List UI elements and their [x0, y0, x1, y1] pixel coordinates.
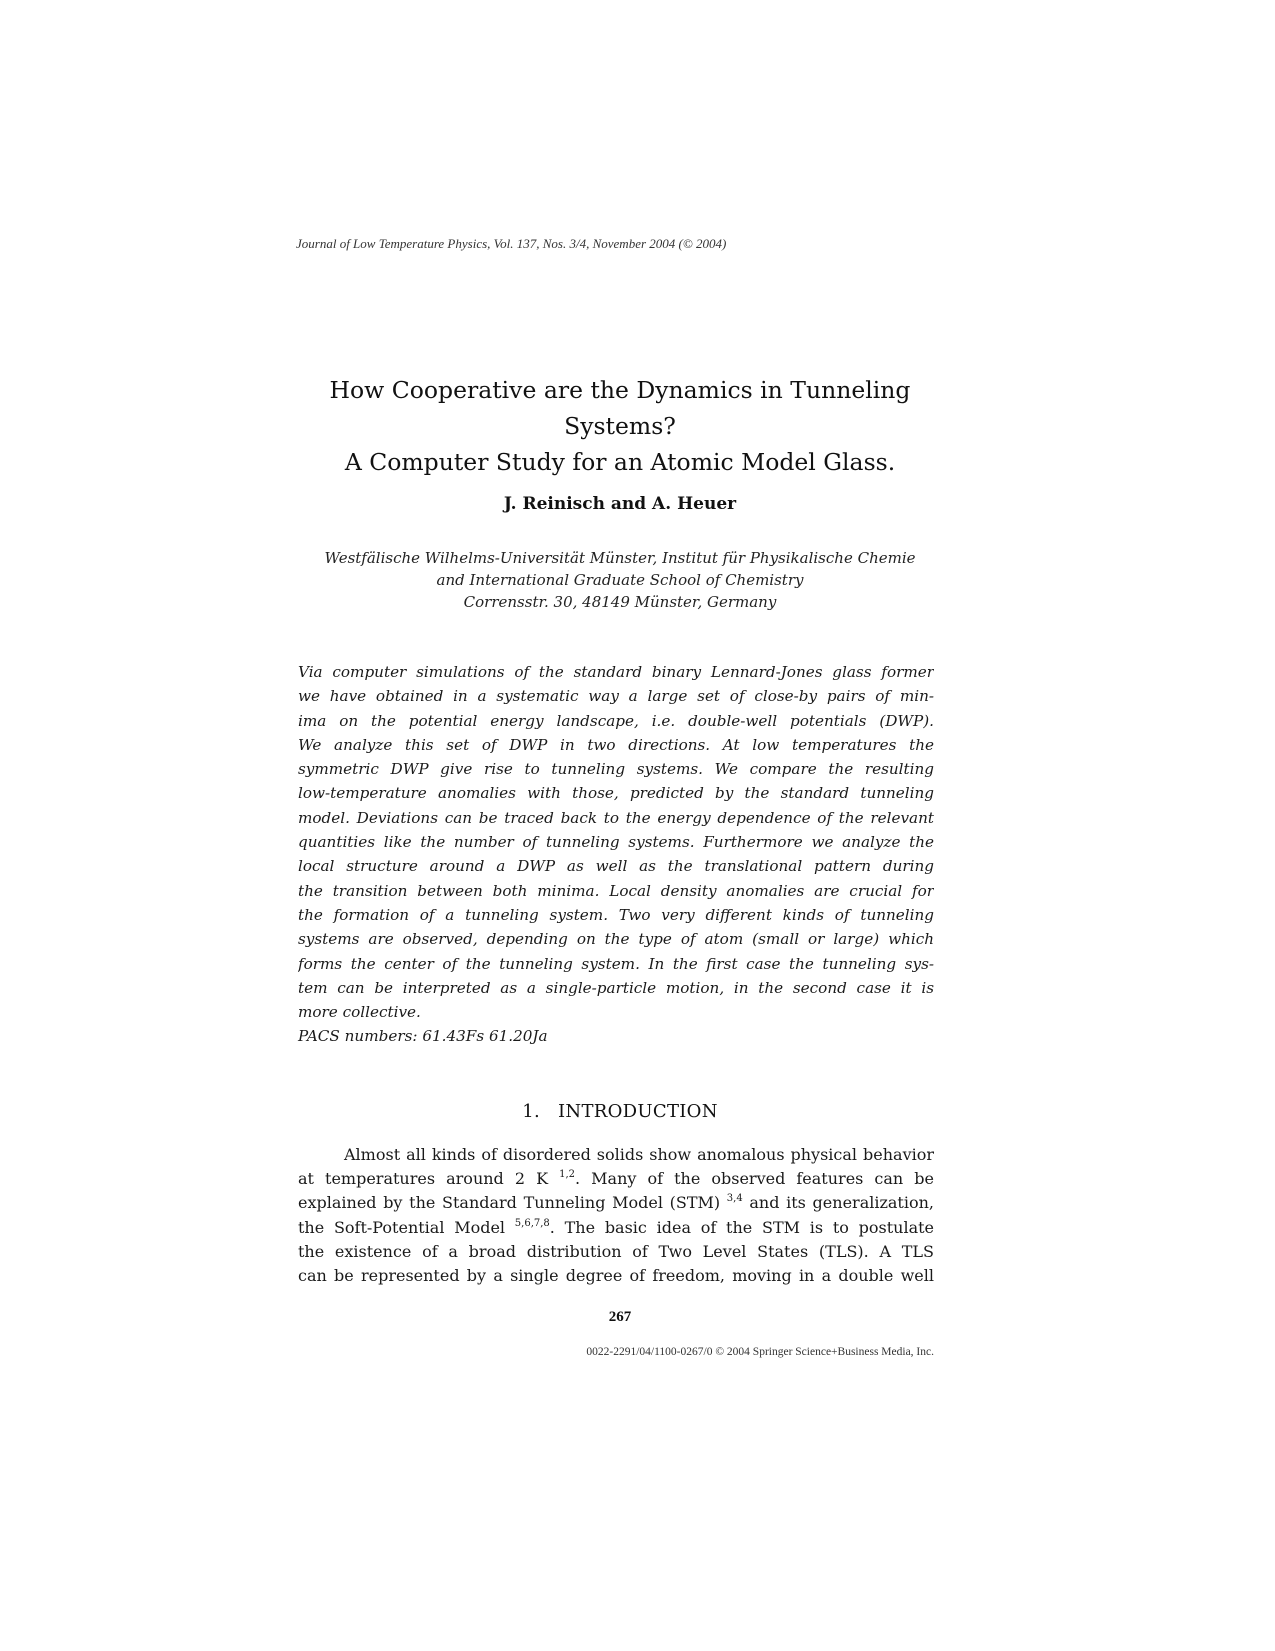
- intro-line: Almost all kinds of disordered solids show anomalous physical behavior: [344, 1145, 934, 1164]
- citation-ref: 1,2: [559, 1169, 576, 1181]
- introduction-text: [298, 1143, 934, 1288]
- abstract-line: ima on the potential energy landscape, i.e. double-well potentials (DWP).: [298, 711, 934, 730]
- journal-citation: Journal of Low Temperature Physics, Vol. 137, Nos. 3/4, November 2004 (© 2004): [296, 236, 727, 251]
- authors: J. Reinisch and A. Heuer: [503, 494, 737, 514]
- abstract: [298, 660, 934, 1024]
- abstract-line: We analyze this set of DWP in two directions. At low temperatures the: [298, 735, 934, 754]
- abstract-line: quantities like the number of tunneling systems. Furthermore we analyze the: [298, 833, 934, 852]
- intro-line: at temperatures around 2 K $^{1,2}$. Many of the observed features can be: [298, 1169, 934, 1189]
- intro-line: explained by the Standard Tunneling Model (STM) $^{3,4}$ and its generalization,: [298, 1193, 934, 1213]
- title-line-3: A Computer Study for an Atomic Model Glass.: [344, 448, 896, 476]
- citation-ref: 3,4: [726, 1193, 743, 1205]
- abstract-line: symmetric DWP give rise to tunneling systems. We compare the resulting: [298, 760, 934, 779]
- abstract-line: more collective.: [298, 1003, 421, 1022]
- affiliation: [290, 547, 950, 613]
- intro-line: the Soft-Potential Model $^{5,6,7,8}$. The basic idea of the STM is to postulate: [298, 1217, 934, 1237]
- page-number: 267: [608, 1309, 632, 1325]
- abstract-line: the transition between both minima. Local density anomalies are crucial for: [298, 881, 934, 900]
- abstract-line: low-temperature anomalies with those, predicted by the standard tunneling: [298, 784, 934, 803]
- abstract-line: systems are observed, depending on the type of atom (small or large) which: [298, 930, 934, 949]
- abstract-line: tem can be interpreted as a single-particle motion, in the second case it is: [298, 978, 934, 997]
- intro-line: can be represented by a single degree of freedom, moving in a double well: [298, 1265, 934, 1285]
- title-line-1: How Cooperative are the Dynamics in Tunneling: [329, 376, 911, 404]
- citation-ref: 5,6,7,8: [514, 1217, 550, 1229]
- paper-title: [290, 372, 950, 480]
- abstract-line: local structure around a DWP as well as the translational pattern during: [298, 857, 934, 876]
- abstract-line: the formation of a tunneling system. Two very different kinds of tunneling: [298, 905, 934, 924]
- section-number: 1.: [522, 1101, 540, 1122]
- pacs-numbers: PACS numbers: 61.43Fs 61.20Ja: [298, 1027, 548, 1045]
- title-line-2: Systems?: [564, 412, 676, 440]
- section-heading: [290, 1101, 950, 1122]
- affiliation-line-3: Corrensstr. 30, 48149 Münster, Germany: [463, 593, 777, 611]
- intro-line: the existence of a broad distribution of Two Level States (TLS). A TLS: [298, 1241, 934, 1261]
- section-title: INTRODUCTION: [558, 1101, 718, 1122]
- abstract-line: forms the center of the tunneling system. In the first case the tunneling sys-: [298, 954, 934, 973]
- abstract-line: model. Deviations can be traced back to the energy dependence of the relevant: [298, 808, 934, 827]
- copyright-footer: 0022-2291/04/1100-0267/0 © 2004 Springer Science+Business Media, Inc.: [586, 1346, 934, 1358]
- affiliation-line-2: and International Graduate School of Chemistry: [436, 571, 804, 589]
- affiliation-line-1: Westfälische Wilhelms-Universität Münster, Institut für Physikalische Chemie: [324, 549, 916, 567]
- abstract-line: Via computer simulations of the standard binary Lennard-Jones glass former: [298, 663, 934, 681]
- abstract-line: we have obtained in a systematic way a large set of close-by pairs of min-: [298, 687, 934, 706]
